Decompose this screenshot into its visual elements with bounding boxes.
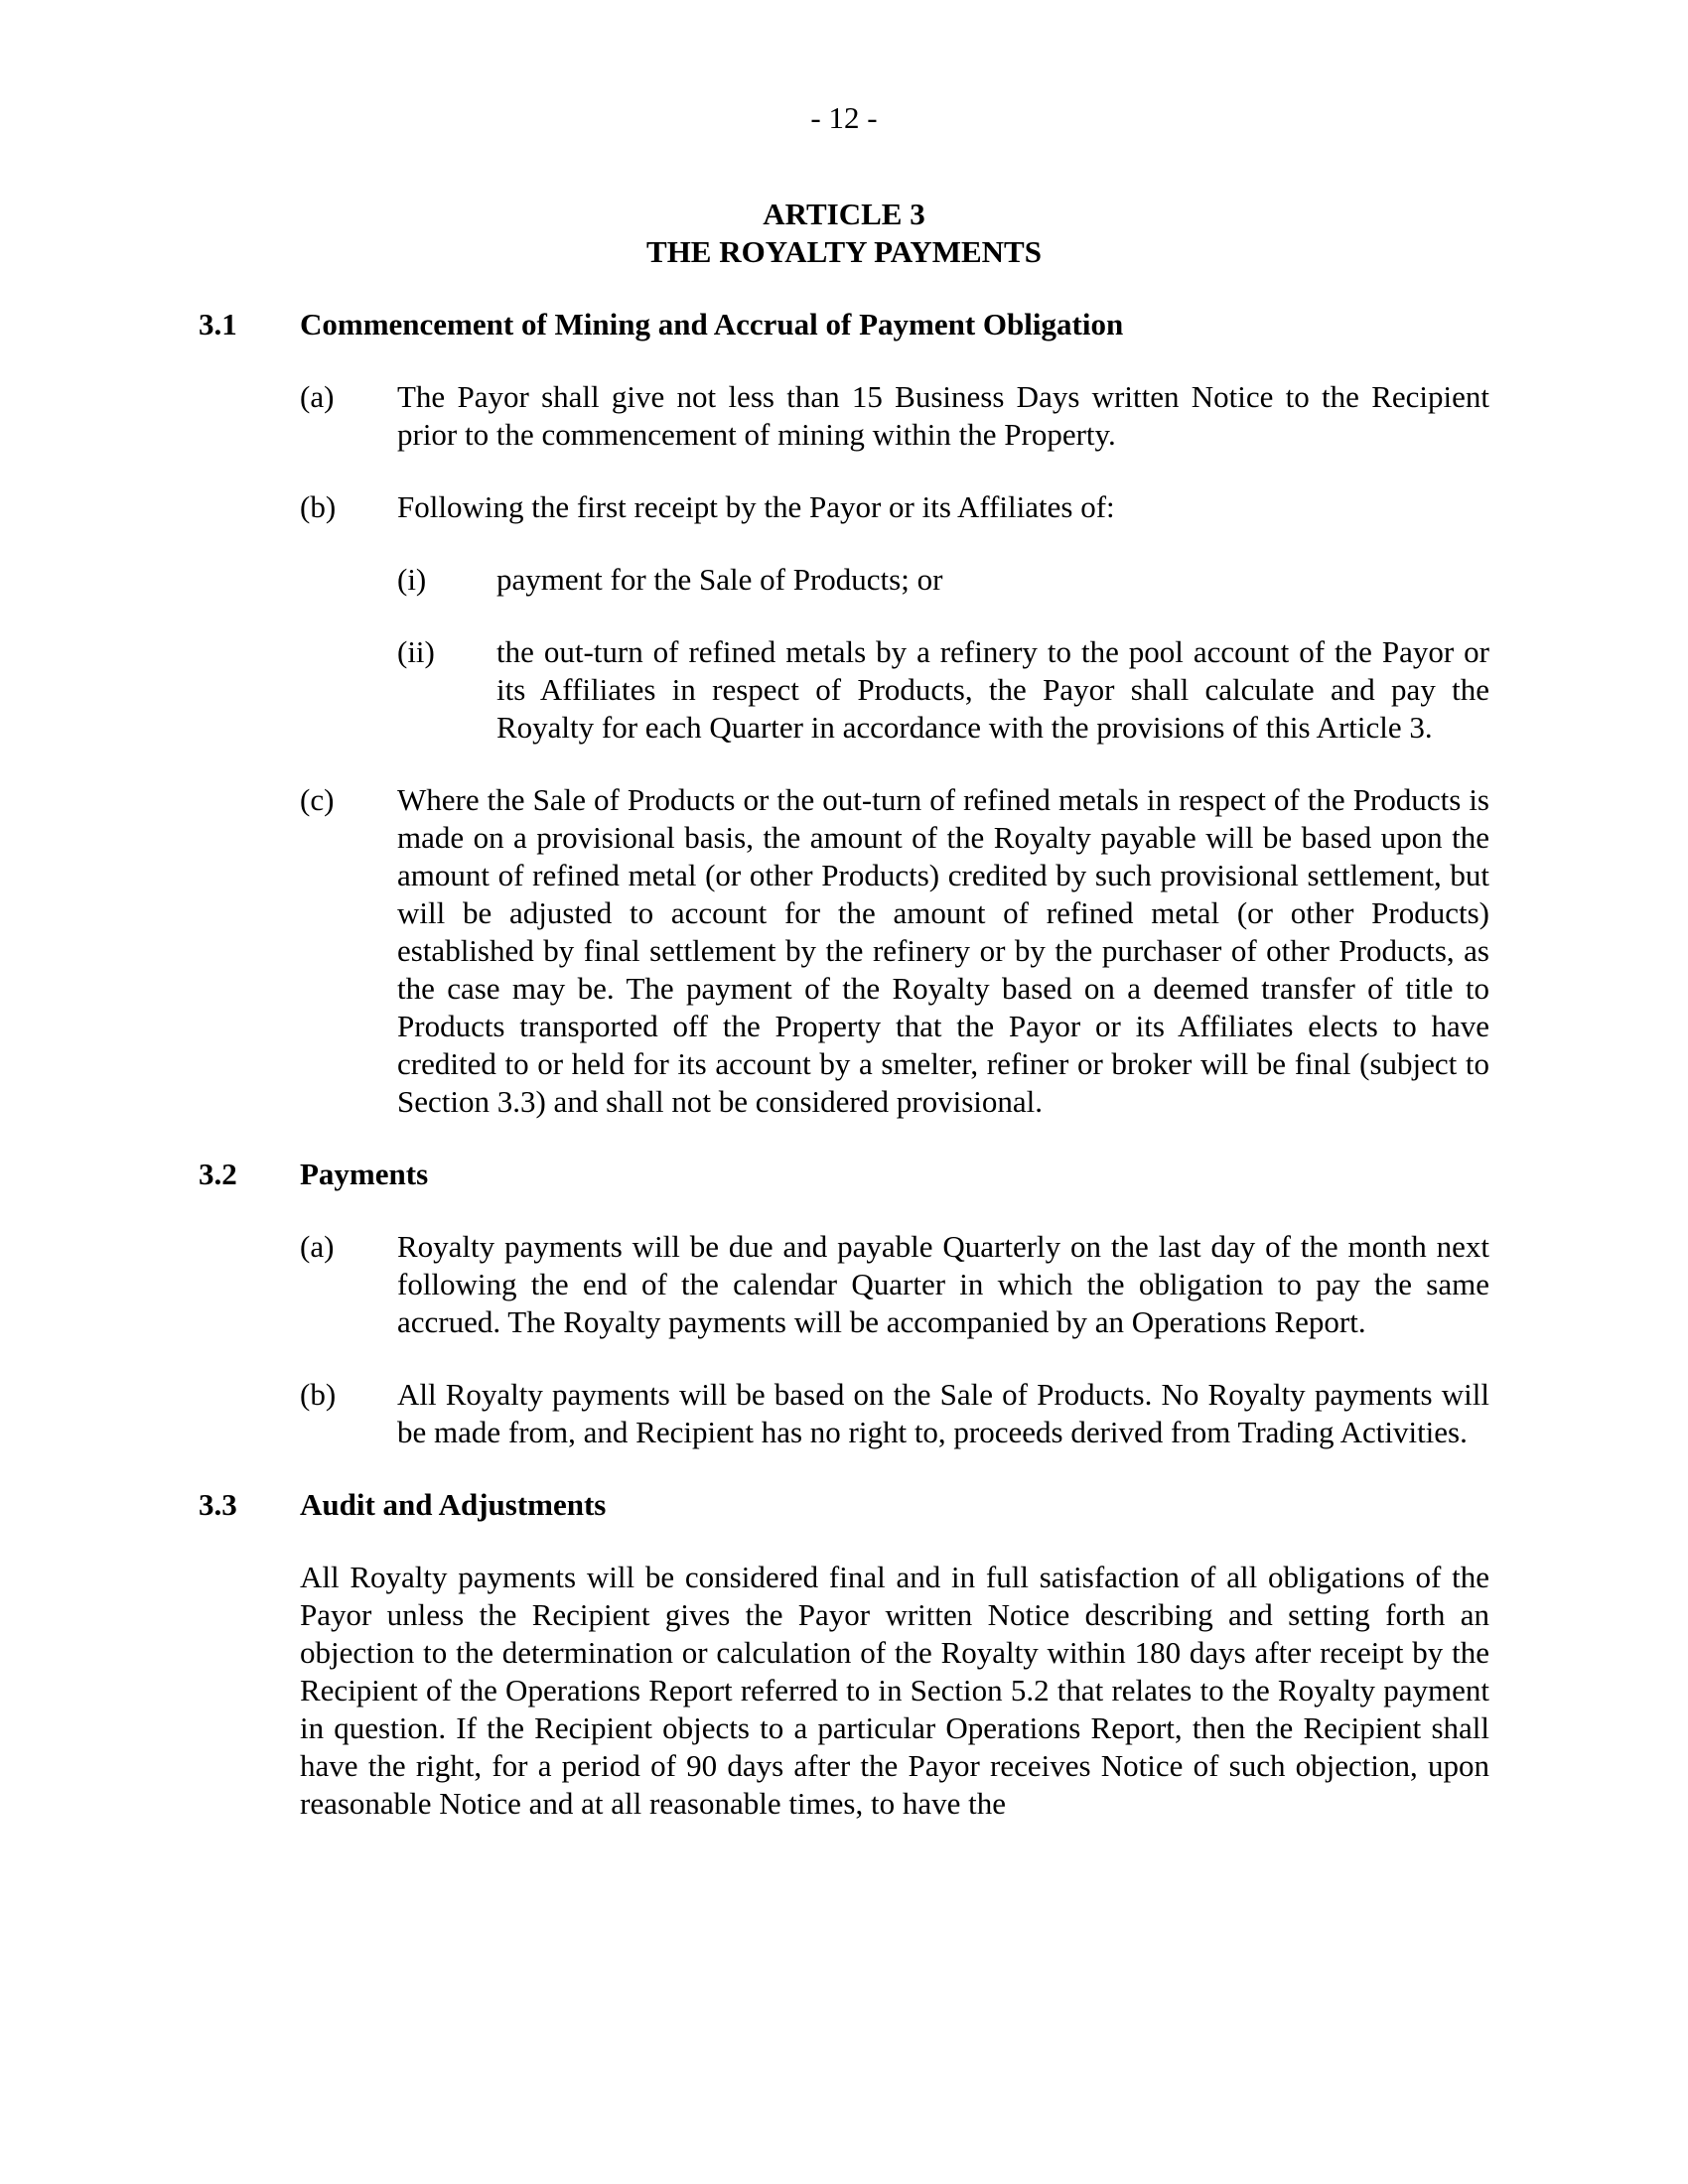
article-title-line-2: THE ROYALTY PAYMENTS — [646, 234, 1042, 269]
payments-item-a-text: Royalty payments will be due and payable Quarterly on the last day of the month next following the end of the calendar Quarter in which the obligation to pay the same accrued. The Royalty payments will be accompanied by an Operations Report. — [397, 1229, 1489, 1339]
section-3-2-heading — [199, 1156, 1489, 1193]
item-b-i-label: (i) — [397, 562, 427, 597]
section-3-1-item-b — [300, 488, 1489, 526]
section-3-1-title: Commencement of Mining and Accrual of Payment Obligation — [300, 307, 1124, 341]
page-number: - 12 - — [810, 100, 878, 135]
section-3-1-item-a — [300, 378, 1489, 454]
article-title-line-1: ARTICLE 3 — [763, 197, 925, 231]
section-3-2-number: 3.2 — [199, 1157, 237, 1191]
item-b-text: Following the first receipt by the Payor or its Affiliates of: — [397, 489, 1115, 524]
section-3-1-item-b-ii — [397, 633, 1489, 747]
section-3-2-item-a — [300, 1228, 1489, 1341]
item-b-ii-text: the out-turn of refined metals by a refinery to the pool account of the Payor or its Affiliates in respect of Products, the Payor shall calculate and pay the Royalty for each Quarter in accordance with the provisions of this Article 3. — [496, 634, 1489, 745]
payments-item-b-label: (b) — [300, 1377, 337, 1412]
item-b-i-text: payment for the Sale of Products; or — [496, 562, 943, 597]
section-3-3-paragraph: All Royalty payments will be considered final and in full satisfaction of all obligations of the Payor unless the Recipient gives the Payor written Notice describing and setting forth an objection to the determination or calculation of the Royalty within 180 days after receipt by the Recipient of the Operations Report referred to in Section 5.2 that relates to the Royalty payment in question. If the Recipient objects to a particular Operations Report, then the Recipient shall have the right, for a period of 90 days after the Payor receives Notice of such objection, upon reasonable Notice and at all reasonable times, to have the — [300, 1560, 1489, 1821]
item-c-text: Where the Sale of Products or the out-turn of refined metals in respect of the Products is made on a provisional basis, the amount of the Royalty payable will be based upon the amount of refined metal (or other Products) credited by such provisional settlement, but will be adjusted to account for the amount of refined metal (or other Products) established by final settlement by the refinery or by the purchaser of other Products, as the case may be. The payment of the Royalty based on a deemed transfer of title to Products transported off the Property that the Payor or its Affiliates elects to have credited to or held for its account by a smelter, refiner or broker will be final (subject to Section 3.3) and shall not be considered provisional. — [397, 782, 1489, 1119]
item-b-label: (b) — [300, 489, 337, 524]
article-title — [199, 196, 1489, 271]
section-3-1-heading — [199, 306, 1489, 343]
item-c-label: (c) — [300, 782, 335, 817]
section-3-1-item-b-i — [397, 561, 1489, 599]
section-3-2-item-b — [300, 1376, 1489, 1451]
item-b-ii-label: (ii) — [397, 634, 435, 669]
section-3-2-title: Payments — [300, 1157, 429, 1191]
section-3-3-heading — [199, 1486, 1489, 1524]
section-3-3-number: 3.3 — [199, 1487, 237, 1522]
payments-item-a-label: (a) — [300, 1229, 335, 1264]
section-3-1-item-c — [300, 781, 1489, 1121]
section-3-1-number: 3.1 — [199, 307, 237, 341]
section-3-3-title: Audit and Adjustments — [300, 1487, 607, 1522]
item-a-label: (a) — [300, 379, 335, 414]
item-a-text: The Payor shall give not less than 15 Business Days written Notice to the Recipient prior to the commencement of mining within the Property. — [397, 379, 1489, 452]
payments-item-b-text: All Royalty payments will be based on the Sale of Products. No Royalty payments will be made from, and Recipient has no right to, proceeds derived from Trading Activities. — [397, 1377, 1489, 1449]
